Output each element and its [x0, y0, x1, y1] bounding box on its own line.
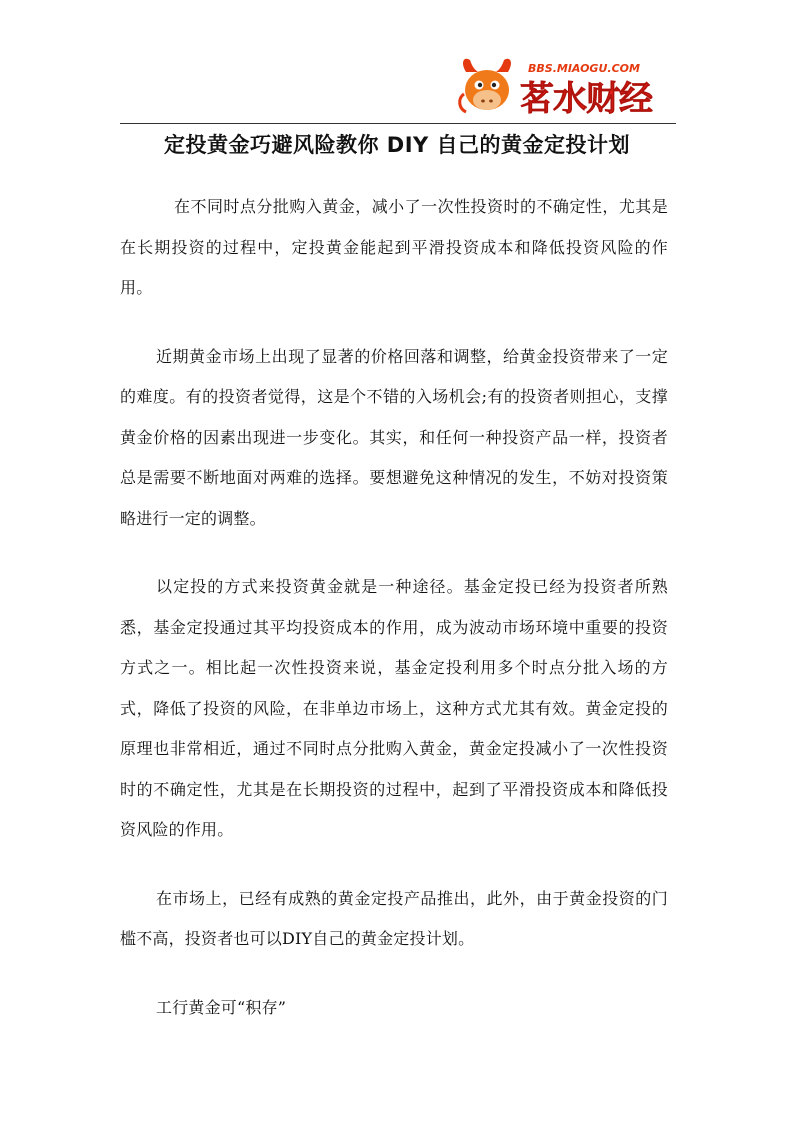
logo-site-text: BBS.MIAOGU.COM	[528, 62, 640, 75]
document-title: 定投黄金巧避风险教你 DIY 自己的黄金定投计划	[163, 133, 631, 157]
paragraph: 在不同时点分批购入黄金，减小了一次性投资时的不确定性，尤其是在长期投资的过程中，定投黄金能起到平滑投资成本和降低投资风险的作用。	[120, 197, 668, 297]
paragraph: 在市场上，已经有成熟的黄金定投产品推出，此外，由于黄金投资的门槛不高，投资者也可以DIY自己的黄金定投计划。	[120, 888, 668, 948]
paragraph: 以定投的方式来投资黄金就是一种途径。基金定投已经为投资者所熟悉，基金定投通过其平均投资成本的作用，成为波动市场环境中重要的投资方式之一。相比起一次性投资来说，基金定投利用多个时点分批入场的方式，降低了投资的风险，在非单边市场上，这种方式尤其有效。黄金定投的原理也非常相近，通过不同时点分批购入黄金，黄金定投减小了一次性投资时的不确定性，尤其是在长期投资的过程中，起到了平滑投资成本和降低投资风险的作用。	[120, 577, 668, 839]
section-heading: 工行黄金可“积存”	[156, 997, 287, 1017]
paragraph: 近期黄金市场上出现了显著的价格回落和调整，给黄金投资带来了一定的难度。有的投资者觉得，这是个不错的入场机会;有的投资者则担心，支撑黄金价格的因素出现进一步变化。其实，和任何一种投资产品一样，投资者总是需要不断地面对两难的选择。要想避免这种情况的发生，不妨对投资策略进行一定的调整。	[120, 346, 668, 528]
header-rule	[120, 123, 676, 124]
document-body	[120, 187, 668, 1028]
logo-name-text: 茗水财经	[520, 79, 652, 119]
site-logo	[456, 54, 676, 124]
bull-mascot-icon	[460, 59, 511, 112]
